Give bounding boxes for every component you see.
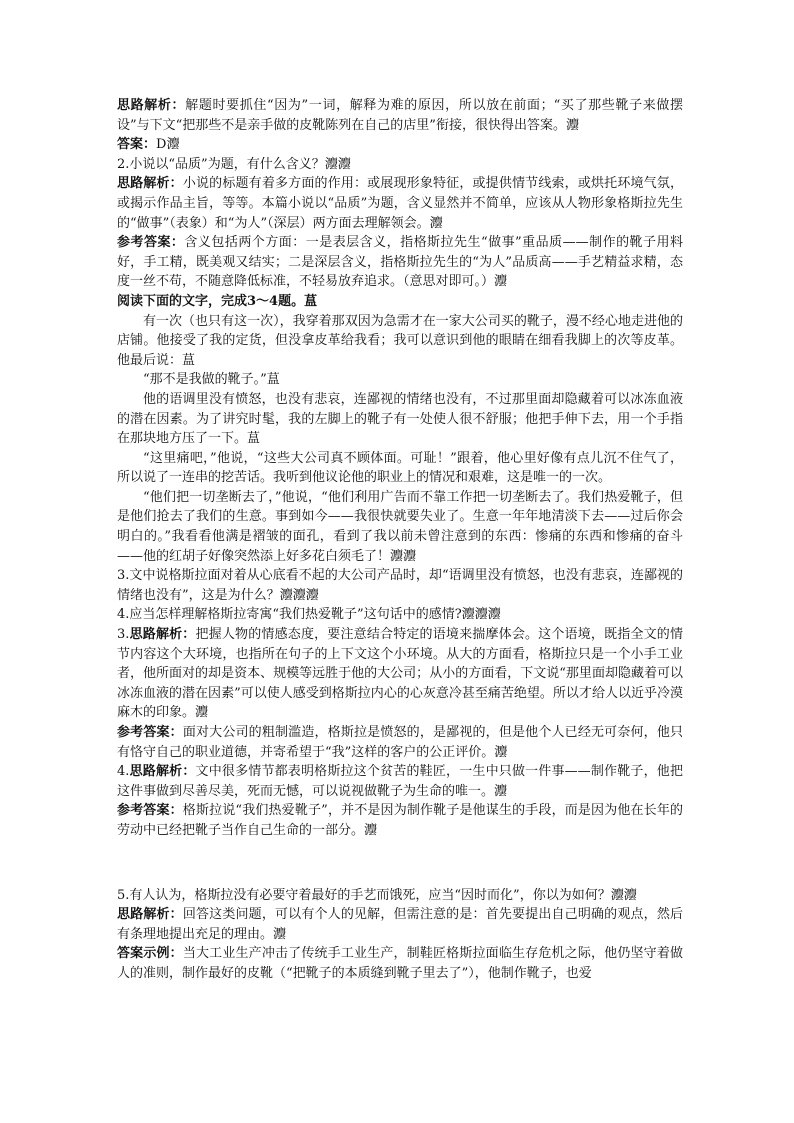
paragraph <box>117 566 683 605</box>
paragraph-text: 当大工业生产冲击了传统手工业生产，制鞋匠格斯拉面临生存危机之际，他仍坚守着做人的准则，制作最好的皮靴（“把靴子的本质缝到靴子里去了”），他制作靴子，也爱 <box>117 946 683 981</box>
answer-label: 参考答案： <box>117 725 183 740</box>
paragraph-text: 阅读下面的文字，完成3～4题。蒀 <box>117 293 318 309</box>
paragraph-text: 3.文中说格斯拉面对着从心底看不起的大公司产品时，却“语调里没有愤怒，也没有悲哀，连鄙视的情绪也没有”，这是为什么？灋灋灋 <box>117 568 683 603</box>
paragraph-text: 面对大公司的粗制滥造，格斯拉是愤怒的，是鄙视的，但是他个人已经无可奈何，他只有恪守自己的职业道德，并寄希望于“我”这样的客户的公正评价。灋 <box>117 725 683 760</box>
paragraph-text: 含义包括两个方面：一是表层含义，指格斯拉先生“做事”重品质——制作的靴子用料好，手工精，既美观又结实；二是深层含义，指格斯拉先生的“为人”品质高——手艺精益求精，态度一丝不苟，不随意降低标准，不轻易放弃追求。（意思对即可。）灋 <box>117 235 683 290</box>
paragraph-text: “那不是我做的靴子。”蒀 <box>143 372 280 388</box>
blank-line <box>117 854 683 873</box>
paragraph <box>117 723 683 762</box>
paragraph <box>117 174 683 233</box>
question-number: 4. <box>117 764 130 780</box>
paragraph-text: 有一次（也只有这一次），我穿着那双因为急需才在一家大公司买的靴子，漫不经心地走进他的店铺。他接受了我的定货，但没拿皮革给我看；我可以意识到他的眼睛在细看我脚上的次等皮革。他最后说：蒀 <box>117 313 683 368</box>
answer-label: 参考答案： <box>117 235 185 251</box>
paragraph-text: 2.小说以“品质”为题，有什么含义？灋灋 <box>117 156 351 172</box>
paragraph-text: 5.有人认为，格斯拉没有必要守着最好的手艺而饿死，应当“因时而化”，你以为如何？灋灋 <box>117 887 637 903</box>
paragraph <box>117 96 683 135</box>
paragraph-text: D灋 <box>156 137 180 153</box>
paragraph <box>117 449 683 488</box>
answer-label: 思路解析： <box>117 907 183 923</box>
answer-label: 思路解析： <box>129 764 196 780</box>
paragraph <box>117 762 683 801</box>
paragraph-text: 格斯拉说“我们热爱靴子”，并不是因为制作靴子是他谋生的手段，而是因为他在长年的劳动中已经把靴子当作自己生命的一部分。灋 <box>117 803 683 838</box>
document-page <box>117 96 683 984</box>
paragraph <box>117 312 683 371</box>
answer-label: 参考答案： <box>117 803 183 819</box>
paragraph <box>117 625 683 723</box>
paragraph <box>117 135 683 155</box>
paragraph <box>117 488 683 566</box>
paragraph <box>117 886 683 906</box>
question-number: 3. <box>117 627 130 643</box>
paragraph <box>117 905 683 944</box>
paragraph-text: “这里痛吧，”他说，“这些大公司真不顾体面。可耻！”跟着，他心里好像有点儿沉不住气了，所以说了一连串的挖苦话。我听到他议论他的职业上的情况和艰难，这是唯一的一次。 <box>117 450 683 486</box>
answer-label: 思路解析： <box>129 627 196 643</box>
paragraph-text: 4.应当怎样理解格斯拉寄寓“我们热爱靴子”这句话中的感情?灋灋灋 <box>117 607 501 623</box>
answer-label: 思路解析： <box>117 98 186 113</box>
paragraph <box>117 605 683 625</box>
paragraph <box>117 233 683 292</box>
paragraph-text: 他的语调里没有愤怒，也没有悲哀，连鄙视的情绪也没有，不过那里面却隐藏着可以冰冻血液的潜在因素。为了讲究时髦，我的左脚上的靴子有一处使人很不舒服；他把手伸下去，用一个手指在那块地方压了一下。蒀 <box>117 391 683 447</box>
answer-label: 思路解析： <box>117 176 183 192</box>
paragraph-text: 文中很多情节都表明格斯拉这个贫苦的鞋匠，一生中只做一件事——制作靴子，他把这件事做到尽善尽美，死而无憾，可以说视做靴子为生命的唯一。灋 <box>117 764 683 799</box>
paragraph <box>117 944 683 983</box>
paragraph-text: “他们把一切垄断去了，”他说，“他们利用广告而不靠工作把一切垄断去了。我们热爱靴子，但是他们抢去了我们的生意。事到如今——我很快就要失业了。生意一年年地清淡下去——过后你会明白的。”我看看他满是褶皱的面孔，看到了我以前未曾注意到的东西：惨痛的东西和惨痛的奋斗——他的红胡子好像突然添上好多花白须毛了！灋灋 <box>117 489 683 564</box>
paragraph-text: 把握人物的情感态度，要注意结合特定的语境来揣摩体会。这个语境，既指全文的情节内容这个大环境，也指所在句子的上下文这个小环境。从大的方面看，格斯拉只是一个小手工业者，他所面对的却是资本、规模等远胜于他的大公司；从小的方面看，下文说“那里面却隐藏着可以冰冻血液的潜在因素”可以使人感受到格斯拉内心的心灰意冷甚至痛苦绝望。所以才给人以近乎冷漠麻木的印象。灋 <box>117 627 683 721</box>
answer-label: 答案示例： <box>117 946 183 962</box>
paragraph <box>117 155 683 175</box>
paragraph-text: 回答这类问题，可以有个人的见解，但需注意的是：首先要提出自己明确的观点，然后有条理地提出充足的理由。灋 <box>117 907 683 942</box>
paragraph <box>117 292 683 312</box>
answer-label: 答案： <box>117 137 157 153</box>
paragraph <box>117 370 683 390</box>
paragraph-text: 解题时要抓住“因为”一词，解释为难的原因，所以放在前面；“买了那些靴子来做摆设”与下文“把那些不是亲手做的皮靴陈列在自己的店里”衔接，很快得出答案。灋 <box>117 98 683 133</box>
paragraph <box>117 801 683 840</box>
paragraph <box>117 390 683 449</box>
paragraph-text: 小说的标题有着多方面的作用：或展现形象特征，或提供情节线索，或烘托环境气氛，或揭示作品主旨，等等。本篇小说以“品质”为题，含义显然并不简单，应该从人物形象格斯拉先生的“做事”（表象）和“为人”（深层）两方面去理解领会。灋 <box>117 176 683 231</box>
